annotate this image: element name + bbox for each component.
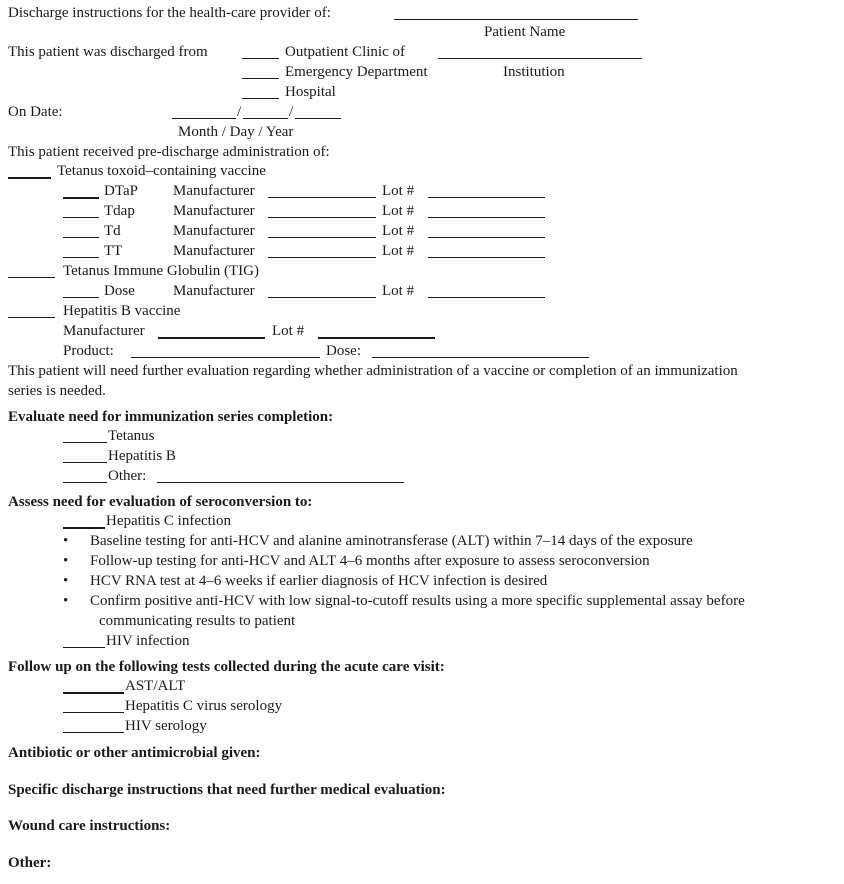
bullet-icon: • [63, 533, 69, 549]
immunization-heading: Evaluate need for immunization series completion: [8, 409, 334, 425]
hcv-bullet-2: Follow-up testing for anti-HCV and ALT 4–6 months after exposure to assess seroconversion [90, 553, 650, 569]
tetanus-vaccine-label: Tetanus toxoid–containing vaccine [57, 163, 266, 179]
lot-label: Lot # [382, 183, 415, 199]
hiv-blank[interactable] [63, 647, 105, 648]
bullet-icon: • [63, 593, 69, 609]
tdap-lot-blank[interactable] [428, 217, 545, 218]
hepb-label: Hepatitis B vaccine [63, 303, 181, 319]
hcv-bullet-3: HCV RNA test at 4–6 weeks if earlier diagnosis of HCV infection is desired [90, 573, 548, 589]
outpatient-clinic-blank[interactable] [438, 58, 642, 59]
patient-name-blank[interactable] [394, 19, 638, 20]
td-lot-blank[interactable] [428, 237, 545, 238]
on-date-label: On Date: [8, 104, 63, 120]
other-heading: Other: [8, 855, 52, 871]
tt-manufacturer-blank[interactable] [268, 257, 376, 258]
discharge-for-label: Discharge instructions for the health-care provider of: [8, 5, 331, 21]
discharged-from-label: This patient was discharged from [8, 44, 208, 60]
product-label: Product: [63, 343, 114, 359]
outpatient-checkbox-blank[interactable] [242, 58, 279, 59]
followup-hcv-label: Hepatitis C virus serology [125, 698, 283, 714]
emergency-checkbox-blank[interactable] [242, 78, 279, 79]
dtap-manufacturer-blank[interactable] [268, 197, 376, 198]
hepb-lot-blank[interactable] [318, 337, 435, 339]
outpatient-label: Outpatient Clinic of [285, 44, 405, 60]
date-separator: / [237, 104, 242, 120]
followup-heading: Follow up on the following tests collected during the acute care visit: [8, 659, 445, 675]
hcv-blank[interactable] [63, 527, 105, 529]
manufacturer-label: Manufacturer [173, 203, 255, 219]
specific-instructions-heading: Specific discharge instructions that need further medical evaluation: [8, 782, 446, 798]
hepb-manufacturer-blank[interactable] [158, 337, 265, 339]
dose-blank[interactable] [372, 357, 589, 358]
hiv-label: HIV infection [106, 633, 190, 649]
patient-name-label: Patient Name [484, 24, 566, 40]
tig-manufacturer-blank[interactable] [268, 297, 376, 298]
immunization-hepb-label: Hepatitis B [108, 448, 176, 464]
tt-blank[interactable] [63, 257, 99, 258]
tig-lot-blank[interactable] [428, 297, 545, 298]
followup-hiv-blank[interactable] [63, 732, 124, 733]
td-manufacturer-blank[interactable] [268, 237, 376, 238]
manufacturer-label: Manufacturer [63, 323, 145, 339]
evaluation-note-line2: series is needed. [8, 383, 106, 399]
manufacturer-label: Manufacturer [173, 283, 255, 299]
td-blank[interactable] [63, 237, 99, 238]
vaccine-tdap-label: Tdap [104, 203, 135, 219]
manufacturer-label: Manufacturer [173, 243, 255, 259]
followup-hiv-label: HIV serology [125, 718, 207, 734]
lot-label: Lot # [272, 323, 305, 339]
tetanus-vaccine-blank[interactable] [8, 177, 51, 179]
hospital-label: Hospital [285, 84, 336, 100]
immunization-hepb-blank[interactable] [63, 462, 107, 463]
predischarge-intro: This patient received pre-discharge administration of: [8, 144, 330, 160]
emergency-label: Emergency Department [285, 64, 428, 80]
dose-label: Dose: [326, 343, 361, 359]
manufacturer-label: Manufacturer [173, 183, 255, 199]
date-month-blank[interactable] [172, 118, 236, 119]
bullet-icon: • [63, 573, 69, 589]
institution-label: Institution [503, 64, 565, 80]
immunization-other-blank[interactable] [63, 482, 107, 483]
vaccine-tt-label: TT [104, 243, 123, 259]
date-labels: Month / Day / Year [178, 124, 294, 140]
lot-label: Lot # [382, 223, 415, 239]
lot-label: Lot # [382, 203, 415, 219]
date-year-blank[interactable] [295, 118, 341, 119]
lot-label: Lot # [382, 283, 415, 299]
tig-label: Tetanus Immune Globulin (TIG) [63, 263, 259, 279]
vaccine-dtap-label: DTaP [104, 183, 138, 199]
manufacturer-label: Manufacturer [173, 223, 255, 239]
tt-lot-blank[interactable] [428, 257, 545, 258]
followup-astalt-blank[interactable] [63, 692, 124, 694]
bullet-icon: • [63, 553, 69, 569]
hcv-bullet-4: Confirm positive anti-HCV with low signal-to-cutoff results using a more specific supplemental assay before [90, 593, 745, 609]
product-blank[interactable] [131, 357, 320, 358]
antibiotic-heading: Antibiotic or other antimicrobial given: [8, 745, 261, 761]
dtap-blank[interactable] [63, 197, 99, 199]
followup-hcv-blank[interactable] [63, 712, 124, 713]
tdap-blank[interactable] [63, 217, 99, 218]
immunization-other-label: Other: [108, 468, 147, 484]
wound-care-heading: Wound care instructions: [8, 818, 171, 834]
followup-astalt-label: AST/ALT [125, 678, 186, 694]
vaccine-td-label: Td [104, 223, 121, 239]
date-separator: / [289, 104, 294, 120]
hospital-checkbox-blank[interactable] [242, 98, 279, 99]
seroconversion-heading: Assess need for evaluation of seroconversion to: [8, 494, 313, 510]
immunization-tetanus-label: Tetanus [108, 428, 155, 444]
lot-label: Lot # [382, 243, 415, 259]
tig-blank[interactable] [8, 277, 55, 278]
tdap-manufacturer-blank[interactable] [268, 217, 376, 218]
evaluation-note-line1: This patient will need further evaluation regarding whether administration of a vaccine or completion of an immunization [8, 363, 738, 379]
immunization-other-text-blank[interactable] [157, 482, 404, 483]
tig-dose-blank[interactable] [63, 297, 99, 298]
hcv-label: Hepatitis C infection [106, 513, 231, 529]
immunization-tetanus-blank[interactable] [63, 442, 107, 443]
hcv-bullet-1: Baseline testing for anti-HCV and alanine aminotransferase (ALT) within 7–14 days of the exposure [90, 533, 693, 549]
tig-dose-label: Dose [104, 283, 135, 299]
dtap-lot-blank[interactable] [428, 197, 545, 198]
hcv-bullet-4-continued: communicating results to patient [99, 613, 296, 629]
hepb-blank[interactable] [8, 317, 55, 318]
date-day-blank[interactable] [243, 118, 288, 119]
